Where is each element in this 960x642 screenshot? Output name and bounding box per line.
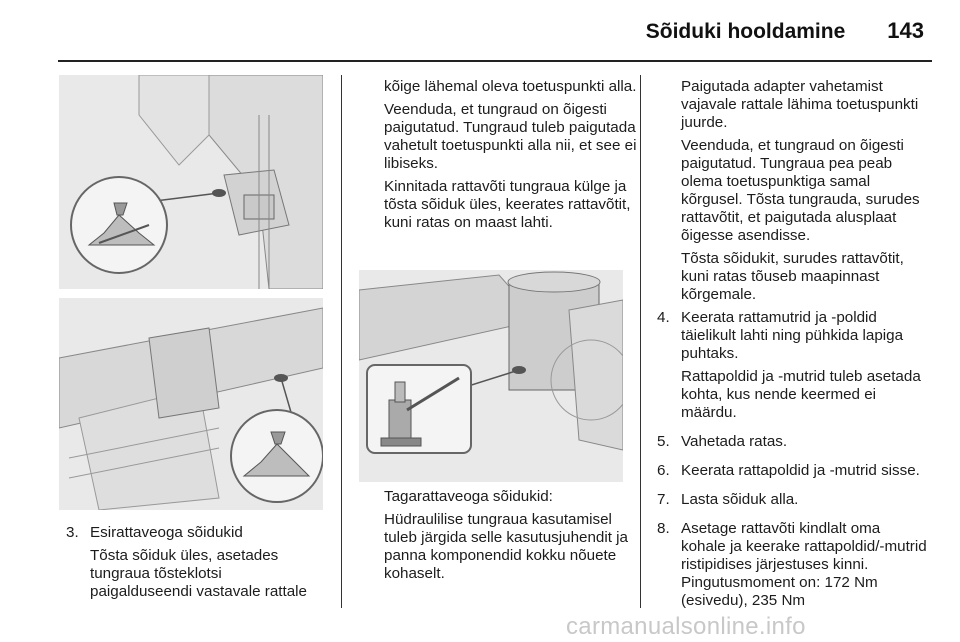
paragraph: kõige lähemal oleva toetuspunkti alla.	[384, 78, 637, 95]
step-text: Keerata rattamutrid ja -poldid täielikult lahti ning pühkida lapiga puhtaks.	[681, 309, 904, 362]
column-1-text	[66, 524, 326, 612]
paragraph: Tõsta sõidukit, surudes rattavõtit, kuni ratas tõuseb maapinnast kõrgemale.	[681, 250, 904, 303]
section-title: Sõiduki hooldamine	[645, 20, 846, 43]
step-6	[657, 462, 927, 485]
step-note: Rattapoldid ja -mutrid tuleb asetada kohta, kus nende keermed ei määrdu.	[681, 368, 921, 421]
paragraph: Paigutada adapter vahetamist vajavale rattale lähima toetuspunkti juurde.	[681, 78, 919, 131]
figure-caption	[384, 488, 632, 588]
column-3-text	[657, 78, 927, 621]
step-text: Keerata rattapoldid ja -mutrid sisse.	[681, 462, 920, 479]
header-rule	[58, 60, 932, 62]
paragraph: Veenduda, et tungraud on õigesti paigutatud. Tungraua pea peab olema toetuspunktiga samal kõrgusel. Tõsta tungrauda, surudes rattavõtit, et paigutada alusplaat õigesse asendisse.	[681, 137, 920, 244]
column-divider-left	[341, 75, 342, 608]
column-2-text	[384, 78, 640, 237]
illustration-jack-point-front	[59, 75, 323, 289]
step-text: Lasta sõiduk alla.	[681, 491, 799, 508]
page-header	[646, 18, 924, 48]
paragraph: Kinnitada rattavõti tungraua külge ja tõsta sõiduk üles, keerates rattavõtit, kuni ratas on maast lahti.	[384, 178, 631, 231]
caption-title: Tagarattaveoga sõidukid:	[384, 488, 553, 505]
step-8	[657, 520, 927, 615]
column-divider-right	[640, 75, 641, 608]
step-number: 3.	[66, 524, 79, 541]
step-number: 6.	[657, 462, 670, 479]
step-text: Asetage rattavõti kindlalt oma kohale ja keerake rattapoldid/-mutrid ristipidises järjestuses kinni. Pingutusmoment on: 172 Nm (esivedu), 235 Nm	[681, 520, 927, 609]
step-number: 7.	[657, 491, 670, 508]
step-number: 5.	[657, 433, 670, 450]
watermark: carmanualsonline.info	[566, 613, 806, 640]
step-number: 8.	[657, 520, 670, 537]
page-number: 143	[887, 18, 924, 43]
hydraulic-jack-drawing	[359, 270, 623, 482]
illustration-hydraulic-jack	[359, 270, 623, 482]
step-text: Vahetada ratas.	[681, 433, 788, 450]
step-title: Esirattaveoga sõidukid	[90, 524, 243, 541]
step-3	[66, 524, 326, 606]
caption-text: Hüdraulilise tungraua kasutamisel tuleb järgida selle kasutusjuhendit ja panna komponendid kokku nõuete kohaselt.	[384, 511, 629, 582]
step-4	[657, 309, 927, 427]
step-number: 4.	[657, 309, 670, 326]
paragraph: Veenduda, et tungraud on õigesti paigutatud. Tungraud tuleb paigutada vahetult toetuspunkti alla nii, et see ei libiseks.	[384, 101, 637, 172]
step-7	[657, 491, 927, 514]
illustration-jack-point-side	[59, 298, 323, 510]
step-text: Tõsta sõiduk üles, asetades tungraua tõsteklotsi paigalduseendi vastavale rattale	[90, 547, 307, 600]
step-5	[657, 433, 927, 456]
jack-point-front-drawing	[59, 75, 323, 289]
jack-point-side-drawing	[59, 298, 323, 510]
